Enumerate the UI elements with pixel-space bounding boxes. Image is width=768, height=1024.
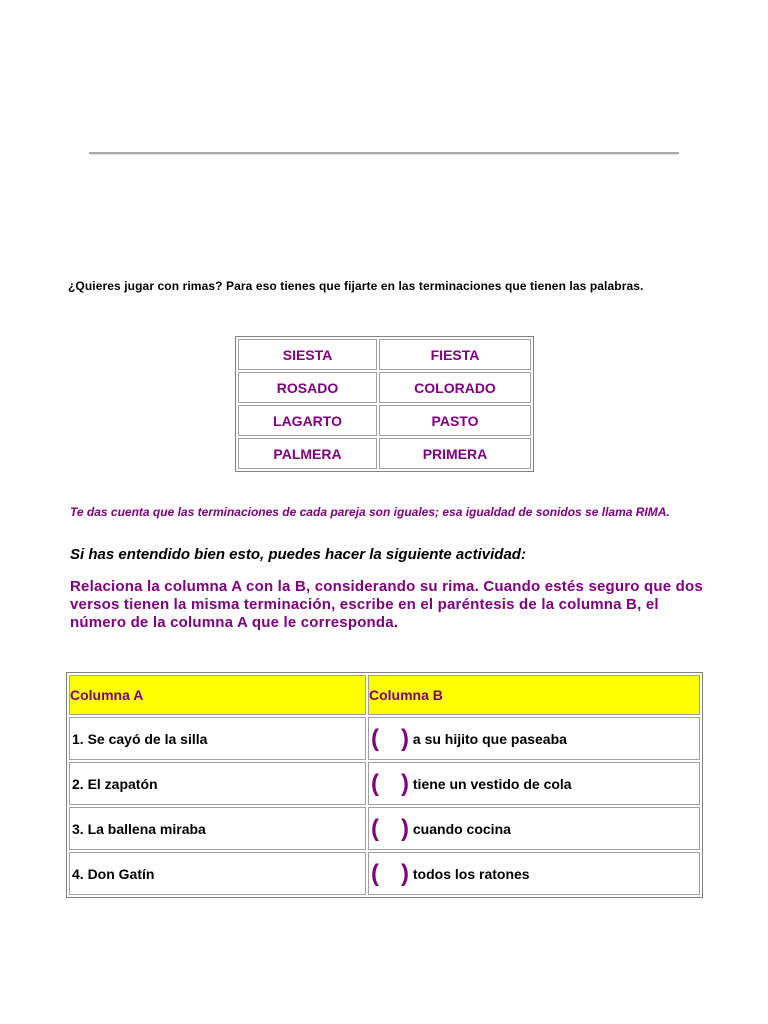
rhyme-word-a: SIESTA xyxy=(238,339,377,370)
column-b-cell xyxy=(368,762,700,805)
rhyme-word-b: PRIMERA xyxy=(379,438,531,469)
answer-paren-close: ) xyxy=(401,724,409,752)
rhyme-word-a: PALMERA xyxy=(238,438,377,469)
column-b-verse: tiene un vestido de cola xyxy=(412,775,572,792)
column-a-verse: 2. El zapatón xyxy=(69,762,366,805)
horizontal-rule xyxy=(89,152,679,155)
intro-text: ¿Quieres jugar con rimas? Para eso tienes que fijarte en las terminaciones que tienen las palabras. xyxy=(68,279,644,293)
column-b-cell xyxy=(368,807,700,850)
answer-paren-close: ) xyxy=(401,859,409,887)
answer-paren-open: ( xyxy=(371,769,379,797)
column-a-verse: 1. Se cayó de la silla xyxy=(69,717,366,760)
column-b-cell xyxy=(368,852,700,895)
column-b-verse: a su hijito que paseaba xyxy=(412,730,567,747)
table-row xyxy=(69,852,700,895)
answer-paren-close: ) xyxy=(401,769,409,797)
table-header-row xyxy=(69,675,700,715)
rhyme-word-b: FIESTA xyxy=(379,339,531,370)
matching-table xyxy=(66,672,703,898)
table-row xyxy=(238,438,531,469)
answer-paren-open: ( xyxy=(371,814,379,842)
column-a-verse: 4. Don Gatín xyxy=(69,852,366,895)
answer-paren-close: ) xyxy=(401,814,409,842)
table-row xyxy=(69,762,700,805)
answer-paren-open: ( xyxy=(371,859,379,887)
table-row xyxy=(238,405,531,436)
rhyme-note: Te das cuenta que las terminaciones de cada pareja son iguales; esa igualdad de sonidos se llama RIMA. xyxy=(70,505,670,519)
table-row xyxy=(69,807,700,850)
activity-prompt: Si has entendido bien esto, puedes hacer la siguiente actividad: xyxy=(70,546,526,563)
table-row xyxy=(69,717,700,760)
answer-paren-open: ( xyxy=(371,724,379,752)
rhyme-word-b: PASTO xyxy=(379,405,531,436)
table-row xyxy=(238,372,531,403)
rhyme-word-a: ROSADO xyxy=(238,372,377,403)
table-row xyxy=(238,339,531,370)
column-a-verse: 3. La ballena miraba xyxy=(69,807,366,850)
column-b-cell xyxy=(368,717,700,760)
column-b-verse: cuando cocina xyxy=(412,820,511,837)
column-b-header: Columna B xyxy=(368,675,700,715)
column-a-header: Columna A xyxy=(69,675,366,715)
column-b-verse: todos los ratones xyxy=(412,865,530,882)
rhyme-pairs-table xyxy=(235,336,534,472)
rhyme-word-b: COLORADO xyxy=(379,372,531,403)
rhyme-word-a: LAGARTO xyxy=(238,405,377,436)
activity-instructions: Relaciona la columna A con la B, considerando su rima. Cuando estés seguro que dos versos tienen la misma terminación, escribe en el paréntesis de la columna B, el número de la columna A que le corresponda. xyxy=(70,578,703,631)
